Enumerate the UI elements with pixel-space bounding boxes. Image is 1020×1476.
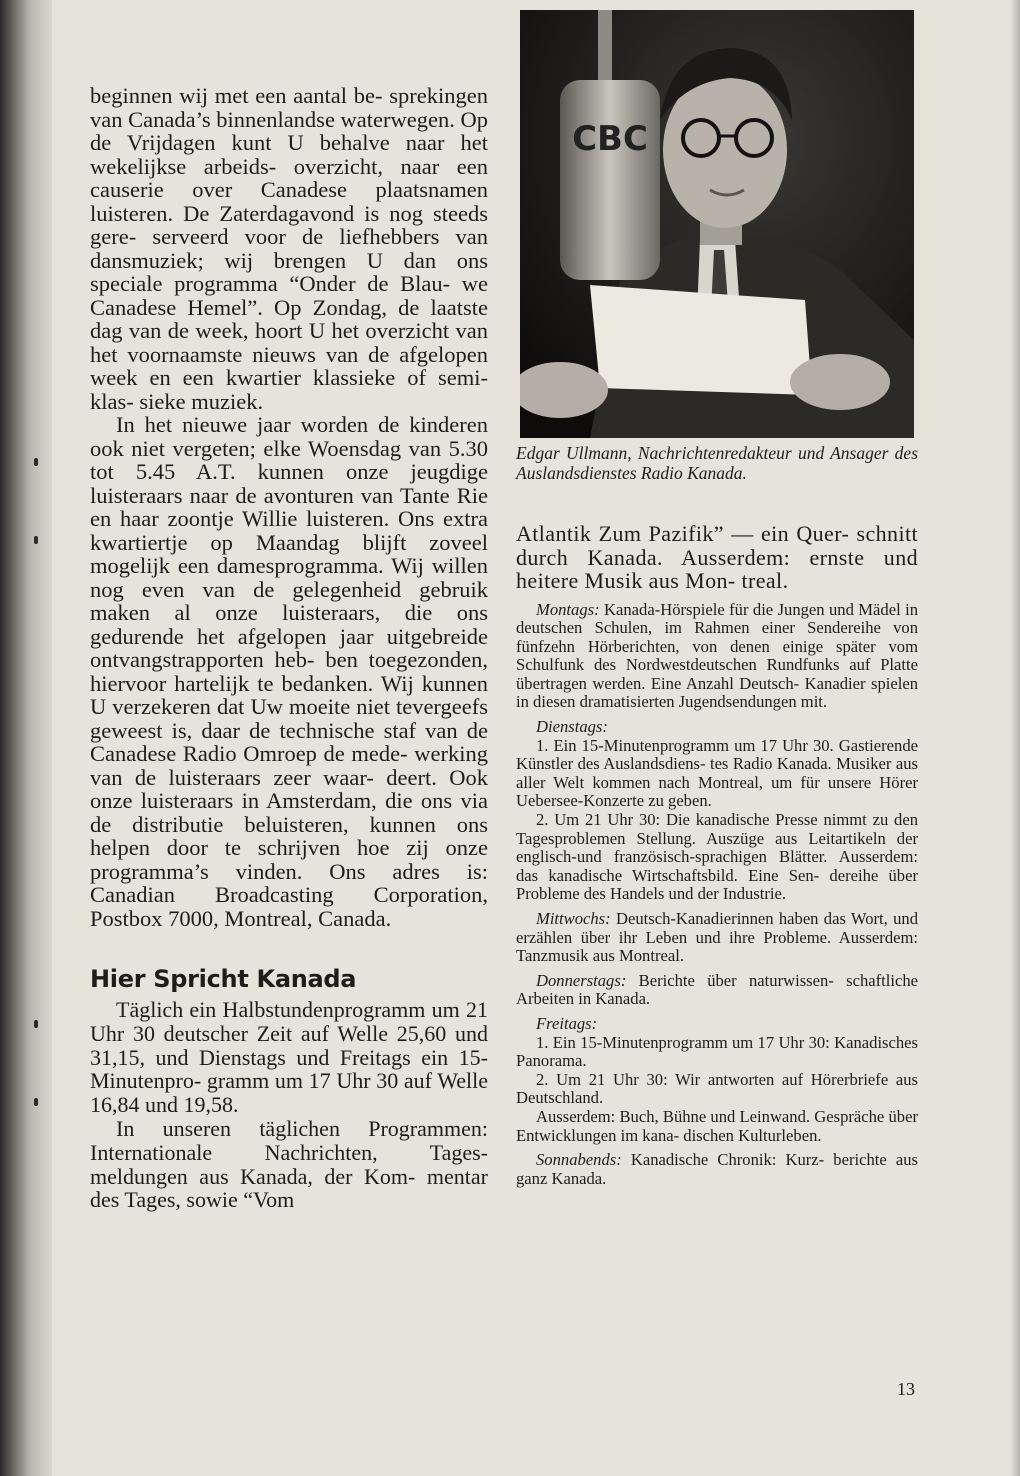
page-number: 13	[897, 1379, 915, 1399]
montags-entry	[516, 601, 918, 713]
binding-staple	[34, 536, 38, 544]
dienstags-item-1: 1. Ein 15-Minutenprogramm um 17 Uhr 30. Gastierende Künstler des Auslandsdiens- tes Radio Kanada. Musiker aus aller Welt kommen nach Montreal, um für unsere Hörer Uebersee-Konzerte zu geben.	[516, 735, 918, 811]
section-heading: Hier Spricht Kanada	[90, 965, 357, 993]
announcer-photo-illustration	[520, 10, 914, 438]
day-label: Montags:	[536, 599, 600, 619]
entry-text: Berichte über naturwissen- schaftliche Arbeiten in Kanada.	[516, 970, 918, 1009]
day-label: Donnerstags:	[536, 970, 627, 990]
german-intro	[90, 998, 488, 1212]
binding-staple	[34, 1020, 38, 1028]
freitags-label	[516, 1015, 918, 1034]
photo-caption: Edgar Ullmann, Nachrichtenredakteur und Ansager des Auslandsdienstes Radio Kanada.	[516, 443, 918, 483]
binding-staple	[34, 1098, 38, 1106]
right-column	[516, 522, 918, 1188]
day-label: Dienstags:	[536, 717, 608, 737]
dutch-paragraph-2: In het nieuwe jaar worden de kinderen ook niet vergeten; elke Woensdag van 5.30 tot 5.45 A.T. kunnen onze jeugdige luisteraars naar de avonturen van Tante Rie en haar zoontje Willie luisteren. Ons extra kwartiertje op Maandag blijft zoveel mogelijk een damesprogramma. Wij willen nog even van de gelegenheid gebruik maken al onze luisteraars, die ons gedurende het afgelopen jaar uitgebreide ontvangstrapporten heb- ben toegezonden, hiervoor hartelijk te bedanken. Wij kunnen U verzekeren dat Uw moeite niet tevergeefs geweest is, daar de technische staf van de Canadese Radio Omroep de mede- werking van de luisteraars zeer waar- deert. Ook onze luisteraars in Amsterdam, die ons via de distributie beluisteren, kunnen ons helpen door te schrijven hoe zij onze programma’s vinden. Ons adres is: Canadian Broadcasting Corporation, Postbox 7000, Montreal, Canada.	[90, 412, 488, 931]
freitags-item-2: 2. Um 21 Uhr 30: Wir antworten auf Hörerbriefe aus Deutschland.	[516, 1069, 918, 1108]
microphone-label: CBC	[572, 119, 648, 159]
entry-text: Kanadische Chronik: Kurz- berichte aus ganz Kanada.	[516, 1150, 918, 1188]
german-paragraph-2: In unseren täglichen Programmen: Internationale Nachrichten, Tages- meldungen aus Kanada, der Kom- mentar des Tages, sowie “Vom	[90, 1115, 488, 1213]
mittwochs-entry	[516, 910, 918, 966]
day-label: Sonnabends:	[536, 1150, 622, 1170]
day-label: Mittwochs:	[536, 909, 611, 928]
german-paragraph-1: Täglich ein Halbstundenprogramm um 21 Uhr 30 deutscher Zeit auf Welle 25,60 und 31,15, und Dienstags und Freitags ein 15-Minutenpro- gramm um 17 Uhr 30 auf Welle 16,84 und 19,58.	[90, 997, 488, 1118]
dutch-article	[90, 84, 488, 930]
day-label: Freitags:	[536, 1013, 598, 1033]
freitags-item-1: 1. Ein 15-Minutenprogramm um 17 Uhr 30: Kanadisches Panorama.	[516, 1032, 918, 1071]
entry-text: Kanada-Hörspiele für die Jungen und Mädel in deutschen Schulen, im Rahmen einer Sendereihe von fünfzehn Hörberichten, von denen einige später vom Schulfunk des Nordwestdeutschen Rundfunks auf Platte übertragen werden. Eine Anzahl Deutsch- Kanadier spielen in diesen dramatisierten Jugendsendungen mit.	[516, 599, 919, 712]
sonnabends-entry	[516, 1151, 918, 1188]
dutch-paragraph-1: beginnen wij met een aantal be- sprekingen van Canada’s binnenlandse waterwegen. Op de Vrijdagen kunt U behalve naar het wekelijkse arbeids- overzicht, naar een causerie over Canadese plaatsnamen luisteren. De Zaterdagavond is nog steeds gere- serveerd voor de liefhebbers van dansmuziek; wij brengen U dan ons speciale programma “Onder de Blau- we Canadese Hemel”. Op Zondag, de laatste dag van de week, hoort U het overzicht van het voornaamste nieuws van de afgelopen week en een kwartier klassieke of semi-klas- sieke muziek.	[90, 83, 488, 414]
announcer-photo	[520, 10, 914, 438]
donnerstags-entry	[516, 972, 918, 1009]
book-spine	[0, 0, 52, 1476]
dienstags-item-2: 2. Um 21 Uhr 30: Die kanadische Presse nimmt zu den Tagesproblemen Stellung. Auszüge aus Leitartikeln der englisch-und französisch-sprachigen Blätter. Ausserdem: das kanadische Wirtschaftsbild. Eine Sen- dereihe über Probleme des Handels und der Industrie.	[516, 810, 918, 904]
dienstags-label	[516, 718, 918, 737]
page-edge-shadow	[1010, 0, 1020, 1476]
binding-staple	[34, 458, 38, 466]
entry-text: Deutsch-Kanadierinnen haben das Wort, und erzählen über ihr Leben und ihre Probleme. Ausserdem: Tanzmusik aus Montreal.	[516, 909, 918, 966]
program-lead: Atlantik Zum Pazifik” — ein Quer- schnitt durch Kanada. Ausserdem: ernste und heitere Musik aus Mon- treal.	[516, 521, 918, 593]
left-column	[90, 84, 488, 1212]
freitags-item-3: Ausserdem: Buch, Bühne und Leinwand. Gespräche über Entwicklungen im kana- dischen Kulturleben.	[516, 1106, 918, 1145]
